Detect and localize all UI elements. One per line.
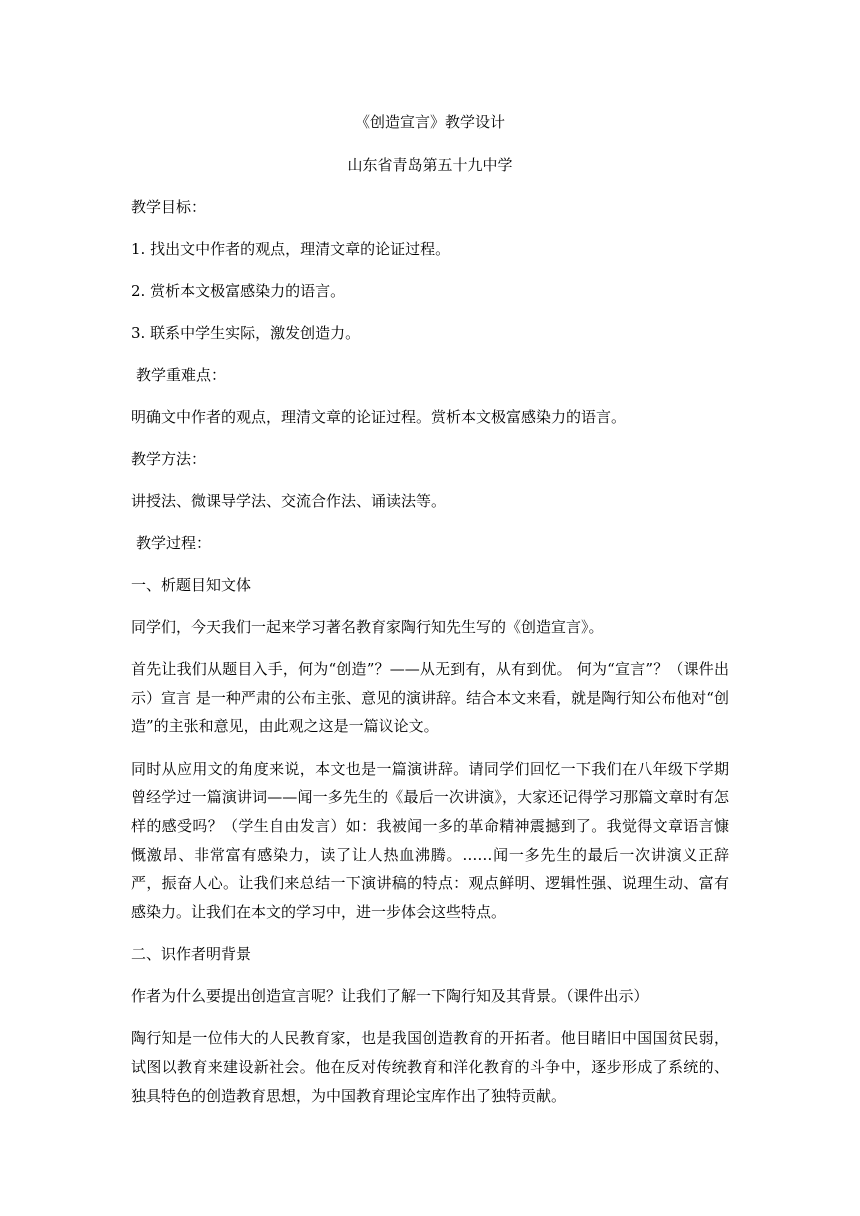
- section1-paragraph-2: 首先让我们从题目入手，何为“创造”？——从无到有，从有到优。 何为“宣言”？（课件出示）宣言 是一种严肃的公布主张、意见的演讲辞。结合本文来看，就是陶行知公布他对“创造”的主张和意见，由此观之这是一篇议论文。: [131, 660, 729, 736]
- section2-paragraph-2: 陶行知是一位伟大的人民教育家，也是我国创造教育的开拓者。他目睹旧中国国贫民弱，试图以教育来建设新社会。他在反对传统教育和洋化教育的斗争中，逐步形成了系统的、独具特色的创造教育思想，为中国教育理论宝库作出了独特贡献。: [131, 1029, 729, 1105]
- section1-paragraph-3: 同时从应用文的角度来说，本文也是一篇演讲辞。请同学们回忆一下我们在八年级下学期曾经学过一篇演讲词——闻一多先生的《最后一次讲演》，大家还记得学习那篇文章时有怎样的感受吗？（学生自由发言）如：我被闻一多的革命精神震撼到了。我觉得文章语言慷慨激昂、非常富有感染力，读了让人热血沸腾。……闻一多先生的最后一次讲演义正辞严，振奋人心。让我们来总结一下演讲稿的特点：观点鲜明、逻辑性强、说理生动、富有感染力。让我们在本文的学习中，进一步体会这些特点。: [131, 759, 729, 921]
- document-title: 《创造宣言》教学设计: [354, 113, 505, 131]
- section1-heading: 一、析题目知文体: [131, 576, 252, 594]
- key-points-heading: 教学重难点：: [136, 366, 227, 384]
- document-body: [131, 108, 729, 1110]
- section2-paragraph-1: 作者为什么要提出创造宣言呢？让我们了解一下陶行知及其背景。（课件出示）: [131, 987, 649, 1006]
- methods-heading: 教学方法：: [131, 450, 207, 468]
- goals-heading: 教学目标：: [131, 198, 207, 216]
- key-points-text: 明确文中作者的观点，理清文章的论证过程。赏析本文极富感染力的语言。: [131, 408, 627, 426]
- goal-item-3: 3. 联系中学生实际，激发创造力。: [131, 324, 361, 342]
- process-heading: 教学过程：: [136, 534, 212, 552]
- section2-heading: 二、识作者明背景: [131, 945, 252, 964]
- school-name: 山东省青岛第五十九中学: [347, 156, 513, 174]
- goal-item-1: 1. 找出文中作者的观点，理清文章的论证过程。: [131, 240, 451, 258]
- section1-paragraph-1: 同学们，今天我们一起来学习著名教育家陶行知先生写的《创造宣言》。: [131, 618, 604, 636]
- methods-text: 讲授法、微课导学法、交流合作法、诵读法等。: [131, 492, 447, 510]
- goal-item-2: 2. 赏析本文极富感染力的语言。: [131, 282, 346, 300]
